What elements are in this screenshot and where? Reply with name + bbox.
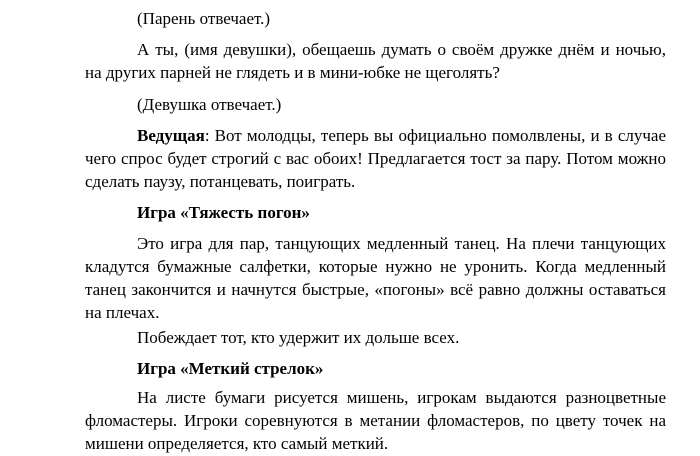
paragraph-game2-line-1: На листе бумаги рисуется мишень, игрокам выдаются разноцветные xyxy=(137,388,666,407)
paragraph-game1-line-3: танец закончится и начнутся быстрые, «погоны» всё равно должны оставаться xyxy=(85,280,666,299)
paragraph-question-line-2: на других парней не глядеть и в мини-юбке не щеголять? xyxy=(85,63,500,82)
host-speaker-label: Ведущая xyxy=(137,126,205,145)
paragraph-game2-line-2: фломастеры. Игроки соревнуются в метании фломастеров, по цвету точек на xyxy=(85,411,666,430)
paragraph-question-line-1: А ты, (имя девушки), обещаешь думать о своём дружке днём и ночью, xyxy=(137,40,666,59)
paragraph-game1-line-2: кладутся бумажные салфетки, которые нужно не уронить. Когда медленный xyxy=(85,257,666,276)
paragraph-host-line-3: сделать паузу, потанцевать, поиграть. xyxy=(85,172,356,191)
paragraph-game2-line-3: мишени определяется, кто самый меткий. xyxy=(85,434,389,453)
heading-game-sharpshooter: Игра «Меткий стрелок» xyxy=(137,359,324,378)
paragraph-game1-line-4: на плечах. xyxy=(85,303,160,322)
paragraph-boy-answers: (Парень отвечает.) xyxy=(137,9,271,28)
paragraph-host-line-2: чего спрос будет строгий с вас обоих! Предлагается тост за пару. Потом можно xyxy=(85,149,666,168)
host-line-1-text: : Вот молодцы, теперь вы официально помолвлены, и в случае xyxy=(204,126,666,145)
paragraph-winner: Побеждает тот, кто удержит их дольше всех. xyxy=(137,328,460,347)
paragraph-host-line-1 xyxy=(137,124,666,147)
heading-game-shoulder-straps: Игра «Тяжесть погон» xyxy=(137,203,310,222)
paragraph-game1-line-1: Это игра для пар, танцующих медленный танец. На плечи танцующих xyxy=(137,234,666,253)
paragraph-girl-answers: (Девушка отвечает.) xyxy=(137,95,282,114)
